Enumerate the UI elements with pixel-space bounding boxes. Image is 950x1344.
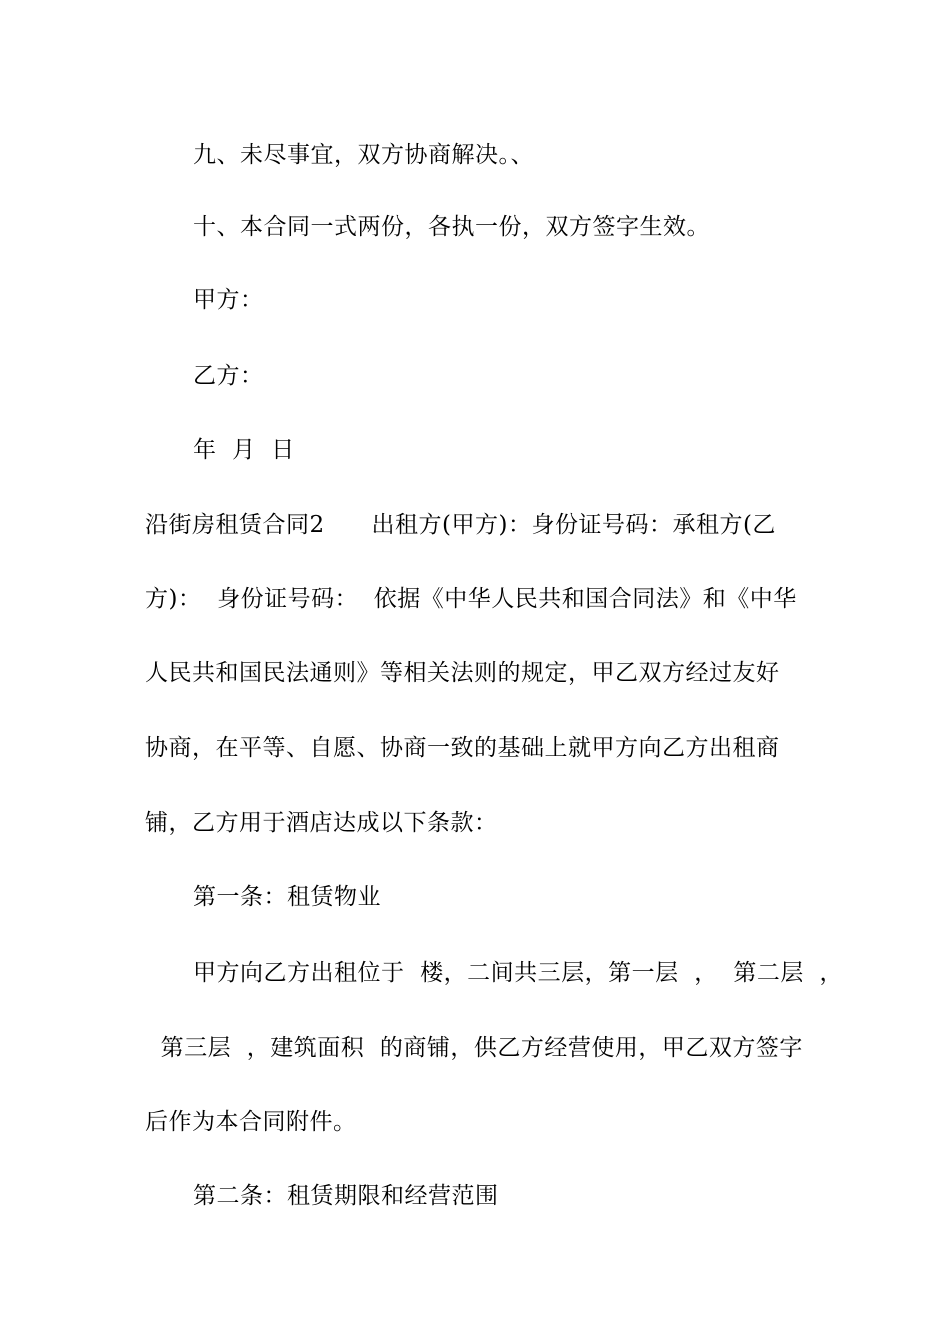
paragraph-line: 铺，乙方用于酒店达成以下条款： <box>145 810 498 836</box>
party-b-signature-label: 乙方： <box>193 363 264 389</box>
clause-nine: 九、未尽事宜，双方协商解决。、 <box>193 142 534 168</box>
paragraph-line: 第三层 ，建筑面积 的商铺，供乙方经营使用，甲乙双方签字 <box>145 1035 803 1061</box>
clause-ten: 十、本合同一式两份，各执一份，双方签字生效。 <box>193 214 710 240</box>
date-line: 年 月 日 <box>193 437 295 463</box>
party-a-signature-label: 甲方： <box>193 287 264 313</box>
paragraph-line: 人民共和国民法通则》等相关法则的规定，甲乙双方经过友好 <box>145 660 780 686</box>
paragraph-line: 后作为本合同附件。 <box>145 1109 357 1135</box>
article-one-heading: 第一条：租赁物业 <box>193 884 381 910</box>
contract-title-line: 沿街房租赁合同2 出租方(甲方)：身份证号码：承租方(乙 <box>145 512 776 538</box>
article-two-heading: 第二条：租赁期限和经营范围 <box>193 1183 499 1209</box>
paragraph-line: 协商，在平等、自愿、协商一致的基础上就甲方向乙方出租商 <box>145 735 780 761</box>
paragraph-line: 方)： 身份证号码： 依据《中华人民共和国合同法》和《中华 <box>145 586 797 612</box>
paragraph-line: 甲方向乙方出租位于 楼，二间共三层，第一层 ， 第二层 ， <box>193 960 843 986</box>
